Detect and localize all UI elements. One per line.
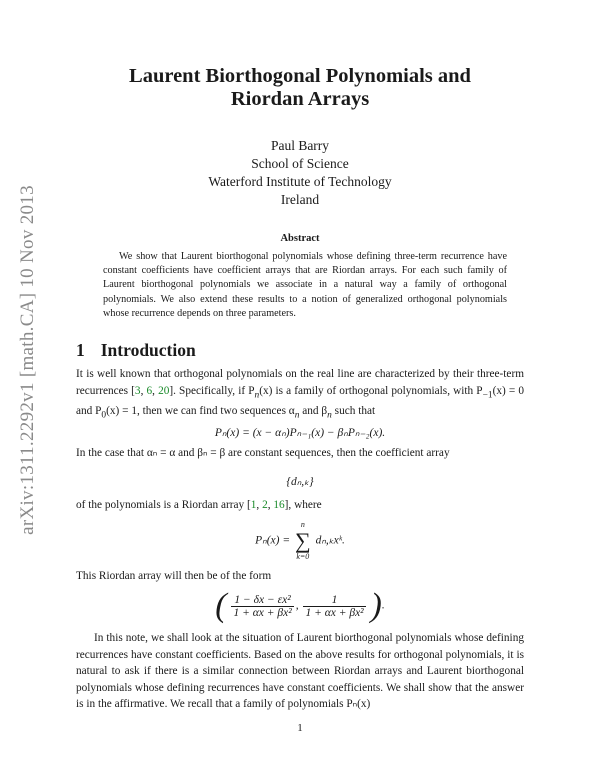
fraction-2-numerator: 1	[303, 594, 365, 607]
paragraph-1: It is well known that orthogonal polynomials on the real line are characterized by their three-term recurrences [3, 6, 20]. Specifically, if $P_n(x)$ is a family of orthogonal polynomials, with $P_{-1}(x) = 0$ and $P_0(x) = 1$, then we can find two sequences $\alpha_n$ and $\beta_n$ such that	[76, 368, 524, 421]
page-number: 1	[297, 722, 303, 734]
citation-link[interactable]: 6	[146, 384, 153, 397]
p1-text-b: ]. Specifically, if P	[169, 384, 255, 397]
section-title: Introduction	[100, 340, 196, 360]
author-block	[100, 137, 500, 209]
paragraph-5	[76, 630, 524, 713]
sum-lower-limit: k=0	[296, 552, 310, 561]
p3-text-a: of the polynomials is a Riordan array [	[76, 499, 251, 511]
author-country: Ireland	[280, 192, 320, 207]
section-number: 1	[76, 340, 85, 360]
abstract-body: We show that Laurent biorthogonal polynomials whose defining three-term recurrence have constant coefficients have coefficient arrays that are Riordan arrays. For each such family of Laurent biorthogonal polynomials we associate in a natural way a family of orthogonal polynomials. We also extend these results to a notion of generalized orthogonal polynomials whose recurrence depends on three parameters.	[103, 251, 507, 319]
sum-lhs: Pₙ(x) =	[255, 534, 291, 547]
paragraph-3: of the polynomials is a Riordan array [1, 2, 16], where	[76, 499, 322, 511]
fraction-1-denominator: 1 + αx + βx²	[233, 606, 292, 619]
citation-link[interactable]: 20	[158, 384, 170, 397]
abstract-text	[103, 250, 507, 321]
equation-sum	[76, 520, 524, 562]
title-line-1: Laurent Biorthogonal Polynomials and	[129, 65, 471, 87]
sum-upper-limit: n	[300, 520, 305, 529]
paragraph-2: In the case that αₙ = α and βₙ = β are constant sequences, then the coefficient array	[76, 447, 450, 459]
equation-coefficient-array: {dₙ,ₖ}	[286, 476, 314, 488]
citation-link[interactable]: 1	[250, 499, 257, 511]
p5-text: In this note, we shall look at the situation of Laurent biorthogonal polynomials whose defining recurrences have constant coefficients. Based on the above results for orthogonal polynomials, it is natural to ask if there is a similar connection between Riordan arrays and Laurent biorthogonal polynomials whose defining recurrences have constant coefficients. We shall show that the answer is in the affirmative. We recall that a family of polynomials Pₙ(x)	[76, 632, 524, 710]
equation-riordan-form: ( $\frac{\text{1 − δx − εx²}}{\text{1 + αx + βx²}}$ , $\frac{1}{\text{1 + αx + βx²}}$ ).	[215, 587, 385, 624]
author-name: Paul Barry	[270, 138, 330, 153]
equation-recurrence: Pₙ(x) = (x − αₙ)Pₙ₋₁(x) − βₙPₙ₋₂(x).	[214, 427, 386, 439]
citation-link[interactable]: 16	[273, 499, 285, 511]
fraction-1-numerator: 1 − δx − εx²	[231, 594, 293, 607]
sum-rhs: dₙ,ₖxᵏ.	[315, 534, 345, 547]
author-department: School of Science	[251, 156, 349, 171]
p1-text-c: (x) is a family of orthogonal polynomials, with P	[259, 384, 483, 397]
arxiv-sidebar	[10, 150, 46, 570]
paper-title	[60, 65, 540, 111]
section-heading	[76, 340, 196, 361]
title-line-2: Riordan Arrays	[230, 88, 370, 110]
paragraph-4: This Riordan array will then be of the form	[76, 570, 272, 582]
p1-text-d: (x) = 0 and P	[76, 384, 524, 418]
fraction-2-denominator: 1 + αx + βx²	[305, 606, 364, 619]
arxiv-identifier: arXiv:1311.2292v1 [math.CA] 10 Nov 2013	[17, 185, 38, 535]
p1-text-a: It is well known that orthogonal polynomials on the real line are characterized by their three-term recurrences [	[76, 368, 524, 397]
abstract-heading: Abstract	[280, 233, 320, 244]
p1-text-e: (x) = 1, then we can find two sequences α	[106, 405, 295, 418]
p3-text-b: ], where	[284, 499, 322, 511]
p1-text-f: and β	[299, 405, 328, 418]
sum-symbol: n ∑ k=0	[295, 520, 311, 561]
citation-link[interactable]: 3	[134, 384, 141, 397]
author-institute: Waterford Institute of Technology	[208, 174, 392, 189]
citation-link[interactable]: 2	[262, 499, 268, 511]
p1-text-g: such that	[331, 405, 376, 418]
